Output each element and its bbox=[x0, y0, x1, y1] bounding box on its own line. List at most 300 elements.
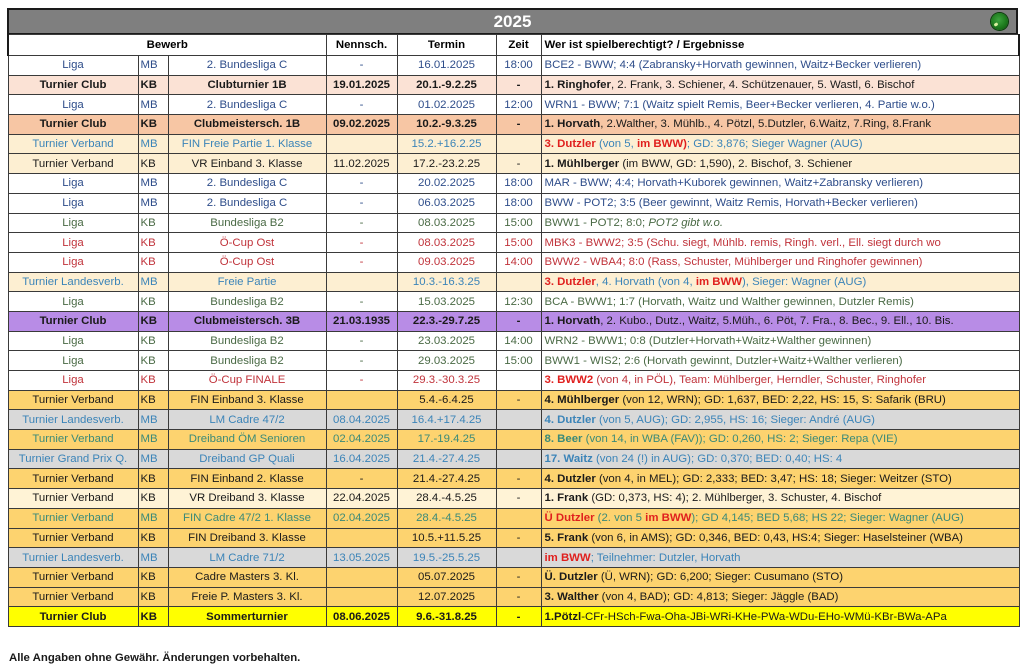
entry-deadline-cell: - bbox=[326, 95, 397, 115]
bewerb-cell: Liga bbox=[8, 56, 138, 76]
result-segment: MAR - BWW; 4:4; Horvath+Kuborek gewinnen, Waitz+Zabransky verlieren) bbox=[544, 177, 924, 190]
bewerb-cell: Turnier Grand Prix Q. bbox=[8, 449, 138, 469]
result-segment: (von 4, BAD); GD: 4,813; Sieger: Jäggle (BAD) bbox=[598, 590, 839, 603]
event-name-cell: VR Dreiband 3. Klasse bbox=[168, 489, 326, 509]
bewerb-cell: Turnier Club bbox=[8, 607, 138, 627]
result-cell bbox=[541, 469, 1019, 489]
result-segment: 1. Horvath bbox=[544, 315, 601, 328]
event-name-cell: FIN Freie Partie 1. Klasse bbox=[168, 134, 326, 154]
event-name-cell: Sommerturnier bbox=[168, 607, 326, 627]
event-name-cell: 2. Bundesliga C bbox=[168, 193, 326, 213]
result-cell bbox=[541, 528, 1019, 548]
year-title: 2025 bbox=[493, 12, 532, 31]
bewerb-cell: Liga bbox=[8, 331, 138, 351]
type-cell: MB bbox=[138, 134, 168, 154]
entry-deadline-cell: 08.06.2025 bbox=[326, 607, 397, 627]
type-cell: MB bbox=[138, 56, 168, 76]
date-cell: 05.07.2025 bbox=[397, 567, 496, 587]
result-cell bbox=[541, 154, 1019, 174]
date-cell: 12.07.2025 bbox=[397, 587, 496, 607]
table-row bbox=[8, 193, 1019, 213]
entry-deadline-cell: 08.04.2025 bbox=[326, 410, 397, 430]
bewerb-cell: Liga bbox=[8, 193, 138, 213]
time-cell: 15:00 bbox=[496, 233, 541, 253]
table-row bbox=[8, 449, 1019, 469]
event-name-cell: FIN Dreiband 3. Klasse bbox=[168, 528, 326, 548]
table-row bbox=[8, 607, 1019, 627]
entry-deadline-cell: 13.05.2025 bbox=[326, 548, 397, 568]
date-cell: 17.2.-23.2.25 bbox=[397, 154, 496, 174]
result-cell bbox=[541, 213, 1019, 233]
event-name-cell: Dreiband GP Quali bbox=[168, 449, 326, 469]
bewerb-cell: Liga bbox=[8, 252, 138, 272]
result-segment: MBK3 - BWW2; 3:5 (Schu. siegt, Mühlb. remis, Ringh. verl., Ell. siegt durch wo bbox=[544, 236, 941, 249]
time-cell: 14:00 bbox=[496, 331, 541, 351]
event-name-cell: Freie Partie bbox=[168, 272, 326, 292]
type-cell: KB bbox=[138, 292, 168, 312]
header-termin: Termin bbox=[397, 35, 496, 56]
date-cell: 08.03.2025 bbox=[397, 213, 496, 233]
time-cell bbox=[496, 430, 541, 450]
date-cell: 5.4.-6.4.25 bbox=[397, 390, 496, 410]
date-cell: 10.2.-9.3.25 bbox=[397, 115, 496, 135]
time-cell: - bbox=[496, 587, 541, 607]
entry-deadline-cell bbox=[326, 390, 397, 410]
date-cell: 29.03.2025 bbox=[397, 351, 496, 371]
entry-deadline-cell: - bbox=[326, 371, 397, 391]
result-cell bbox=[541, 193, 1019, 213]
time-cell: - bbox=[496, 115, 541, 135]
date-cell: 01.02.2025 bbox=[397, 95, 496, 115]
entry-deadline-cell: 22.04.2025 bbox=[326, 489, 397, 509]
result-segment: 5. Frank bbox=[544, 531, 589, 544]
result-cell bbox=[541, 233, 1019, 253]
date-cell: 21.4.-27.4.25 bbox=[397, 469, 496, 489]
date-cell: 10.3.-16.3.25 bbox=[397, 272, 496, 292]
entry-deadline-cell: 11.02.2025 bbox=[326, 154, 397, 174]
bewerb-cell: Turnier Verband bbox=[8, 430, 138, 450]
table-row bbox=[8, 489, 1019, 509]
result-segment: (von 5, bbox=[595, 138, 637, 151]
result-cell bbox=[541, 75, 1019, 95]
result-segment: BWW1 - WIS2; 2:6 (Horvath gewinnt, Dutzler+Waitz+Walther verlieren) bbox=[544, 354, 903, 367]
table-row bbox=[8, 311, 1019, 331]
event-name-cell: VR Einband 3. Klasse bbox=[168, 154, 326, 174]
result-cell bbox=[541, 567, 1019, 587]
type-cell: MB bbox=[138, 410, 168, 430]
date-cell: 9.6.-31.8.25 bbox=[397, 607, 496, 627]
result-segment: 3. BWW2 bbox=[544, 374, 594, 387]
time-cell: - bbox=[496, 528, 541, 548]
result-cell bbox=[541, 331, 1019, 351]
result-segment: im BWW) bbox=[636, 138, 687, 151]
table-row bbox=[8, 587, 1019, 607]
globe-icon[interactable] bbox=[991, 13, 1008, 30]
result-segment: Ü Dutzler bbox=[544, 512, 595, 525]
result-cell bbox=[541, 56, 1019, 76]
result-segment: (2. von 5 bbox=[594, 512, 646, 525]
type-cell: KB bbox=[138, 567, 168, 587]
date-cell: 06.03.2025 bbox=[397, 193, 496, 213]
entry-deadline-cell: 02.04.2025 bbox=[326, 430, 397, 450]
result-segment: BWW - POT2; 3:5 (Beer gewinnt, Waitz Remis, Horvath+Becker verlieren) bbox=[544, 197, 918, 210]
event-name-cell: Bundesliga B2 bbox=[168, 213, 326, 233]
time-cell bbox=[496, 371, 541, 391]
result-segment: (Ü, WRN); GD: 6,200; Sieger: Cusumano (STO) bbox=[597, 571, 844, 584]
bewerb-cell: Turnier Verband bbox=[8, 567, 138, 587]
date-cell: 16.01.2025 bbox=[397, 56, 496, 76]
date-cell: 19.5.-25.5.25 bbox=[397, 548, 496, 568]
header-zeit: Zeit bbox=[496, 35, 541, 56]
result-segment: (von 14, in WBA (FAV)); GD: 0,260, HS: 2; Sieger: Repa (VIE) bbox=[582, 433, 898, 446]
event-name-cell: 2. Bundesliga C bbox=[168, 174, 326, 194]
date-cell: 21.4.-27.4.25 bbox=[397, 449, 496, 469]
date-cell: 17.-19.4.25 bbox=[397, 430, 496, 450]
result-segment: 4. Mühlberger bbox=[544, 394, 620, 407]
header-row bbox=[8, 35, 1019, 56]
entry-deadline-cell: - bbox=[326, 292, 397, 312]
bewerb-cell: Turnier Club bbox=[8, 75, 138, 95]
table-row bbox=[8, 272, 1019, 292]
table-row bbox=[8, 390, 1019, 410]
result-segment: BCA - BWW1; 1:7 (Horvath, Waitz und Walther gewinnen, Dutzler Remis) bbox=[544, 295, 914, 308]
entry-deadline-cell: - bbox=[326, 213, 397, 233]
date-cell: 20.1.-9.2.25 bbox=[397, 75, 496, 95]
result-segment: , 2. Kubo., Dutz., Waitz, 5.Müh., 6. Pöt, 7. Fra., 8. Bec., 9. Ell., 10. Bis. bbox=[600, 315, 954, 328]
result-cell bbox=[541, 292, 1019, 312]
disclaimer-text: Alle Angaben ohne Gewähr. Änderungen vorbehalten. bbox=[9, 652, 301, 664]
date-cell: 20.02.2025 bbox=[397, 174, 496, 194]
result-cell bbox=[541, 311, 1019, 331]
event-name-cell: 2. Bundesliga C bbox=[168, 56, 326, 76]
table-row bbox=[8, 410, 1019, 430]
bewerb-cell: Turnier Verband bbox=[8, 489, 138, 509]
entry-deadline-cell: - bbox=[326, 193, 397, 213]
result-segment: (von 4, in PÖL), Team: Mühlberger, Herndler, Schuster, Ringhofer bbox=[593, 374, 927, 387]
result-segment: 3. Dutzler bbox=[544, 275, 596, 288]
result-cell bbox=[541, 272, 1019, 292]
result-cell bbox=[541, 174, 1019, 194]
result-segment: (von 5, AUG); GD: 2,955, HS: 16; Sieger: André (AUG) bbox=[595, 413, 875, 426]
type-cell: MB bbox=[138, 548, 168, 568]
time-cell: 12:00 bbox=[496, 95, 541, 115]
type-cell: KB bbox=[138, 331, 168, 351]
time-cell bbox=[496, 449, 541, 469]
result-segment: -CFr-HSch-Fwa-Oha-JBi-WRi-KHe-PWa-WDu-EHo-WMü-KBr-BWa-APa bbox=[581, 610, 947, 623]
date-cell: 28.4.-4.5.25 bbox=[397, 508, 496, 528]
time-cell bbox=[496, 548, 541, 568]
result-segment: , 2.Walther, 3. Mühlb., 4. Pötzl, 5.Dutzler, 6.Waitz, 7.Ring, 8.Frank bbox=[600, 118, 932, 131]
table-row bbox=[8, 292, 1019, 312]
result-segment: (von 12, WRN); GD: 1,637, BED: 2,22, HS: 15, S: Safarik (BRU) bbox=[619, 394, 946, 407]
result-segment: 4. Dutzler bbox=[544, 413, 596, 426]
result-segment: 1. Horvath bbox=[544, 118, 601, 131]
entry-deadline-cell: - bbox=[326, 174, 397, 194]
result-segment: Ü. Dutzler bbox=[544, 571, 598, 584]
event-name-cell: FIN Cadre 47/2 1. Klasse bbox=[168, 508, 326, 528]
time-cell: - bbox=[496, 311, 541, 331]
result-segment: (von 24 (!) in AUG); GD: 0,370; BED: 0,40; HS: 4 bbox=[592, 453, 843, 466]
table-row bbox=[8, 115, 1019, 135]
entry-deadline-cell: 16.04.2025 bbox=[326, 449, 397, 469]
type-cell: KB bbox=[138, 528, 168, 548]
type-cell: MB bbox=[138, 272, 168, 292]
entry-deadline-cell: 09.02.2025 bbox=[326, 115, 397, 135]
type-cell: KB bbox=[138, 489, 168, 509]
table-row bbox=[8, 528, 1019, 548]
bewerb-cell: Turnier Verband bbox=[8, 390, 138, 410]
time-cell: - bbox=[496, 154, 541, 174]
bewerb-cell: Turnier Club bbox=[8, 115, 138, 135]
type-cell: MB bbox=[138, 449, 168, 469]
result-segment: POT2 gibt w.o. bbox=[648, 216, 724, 229]
result-cell bbox=[541, 252, 1019, 272]
result-cell bbox=[541, 508, 1019, 528]
result-segment: 17. Waitz bbox=[544, 453, 593, 466]
type-cell: KB bbox=[138, 213, 168, 233]
bewerb-cell: Liga bbox=[8, 371, 138, 391]
result-segment: 1. Ringhofer bbox=[544, 79, 611, 92]
result-segment: 1.Pötzl bbox=[544, 610, 582, 623]
bewerb-cell: Liga bbox=[8, 213, 138, 233]
event-name-cell: Ö-Cup Ost bbox=[168, 252, 326, 272]
header-ergebnisse: Wer ist spielberechtigt? / Ergebnisse bbox=[541, 35, 1019, 56]
type-cell: MB bbox=[138, 95, 168, 115]
table-row bbox=[8, 371, 1019, 391]
event-name-cell: Cadre Masters 3. Kl. bbox=[168, 567, 326, 587]
date-cell: 16.4.+17.4.25 bbox=[397, 410, 496, 430]
result-cell bbox=[541, 371, 1019, 391]
bewerb-cell: Turnier Verband bbox=[8, 587, 138, 607]
time-cell: 15:00 bbox=[496, 213, 541, 233]
result-cell bbox=[541, 95, 1019, 115]
bewerb-cell: Turnier Verband bbox=[8, 154, 138, 174]
time-cell bbox=[496, 508, 541, 528]
result-cell bbox=[541, 115, 1019, 135]
date-cell: 28.4.-4.5.25 bbox=[397, 489, 496, 509]
entry-deadline-cell: 02.04.2025 bbox=[326, 508, 397, 528]
time-cell: 12:30 bbox=[496, 292, 541, 312]
type-cell: KB bbox=[138, 587, 168, 607]
event-name-cell: Clubmeistersch. 3B bbox=[168, 311, 326, 331]
result-segment: (GD: 0,373, HS: 4); 2. Mühlberger, 3. Schuster, 4. Bischof bbox=[588, 492, 882, 505]
schedule-sheet bbox=[7, 8, 1018, 627]
entry-deadline-cell: - bbox=[326, 331, 397, 351]
table-row bbox=[8, 548, 1019, 568]
type-cell: KB bbox=[138, 233, 168, 253]
bewerb-cell: Turnier Verband bbox=[8, 508, 138, 528]
bewerb-cell: Liga bbox=[8, 233, 138, 253]
result-segment: 3. Walther bbox=[544, 590, 599, 603]
table-row bbox=[8, 351, 1019, 371]
time-cell: 18:00 bbox=[496, 174, 541, 194]
time-cell: 18:00 bbox=[496, 193, 541, 213]
date-cell: 15.03.2025 bbox=[397, 292, 496, 312]
table-row bbox=[8, 95, 1019, 115]
bewerb-cell: Turnier Verband bbox=[8, 134, 138, 154]
event-name-cell: Bundesliga B2 bbox=[168, 351, 326, 371]
entry-deadline-cell: - bbox=[326, 469, 397, 489]
date-cell: 15.2.+16.2.25 bbox=[397, 134, 496, 154]
type-cell: KB bbox=[138, 154, 168, 174]
type-cell: KB bbox=[138, 371, 168, 391]
bewerb-cell: Liga bbox=[8, 174, 138, 194]
result-cell bbox=[541, 607, 1019, 627]
bewerb-cell: Turnier Verband bbox=[8, 528, 138, 548]
event-name-cell: Dreiband ÖM Senioren bbox=[168, 430, 326, 450]
type-cell: KB bbox=[138, 390, 168, 410]
result-cell bbox=[541, 430, 1019, 450]
table-row bbox=[8, 134, 1019, 154]
event-name-cell: Bundesliga B2 bbox=[168, 292, 326, 312]
schedule-table bbox=[7, 34, 1020, 627]
table-row bbox=[8, 233, 1019, 253]
entry-deadline-cell: 19.01.2025 bbox=[326, 75, 397, 95]
table-row bbox=[8, 331, 1019, 351]
result-segment: , 4. Horvath (von 4, bbox=[595, 275, 696, 288]
bewerb-cell: Turnier Club bbox=[8, 311, 138, 331]
result-segment: 4. Dutzler bbox=[544, 472, 596, 485]
table-row bbox=[8, 469, 1019, 489]
bewerb-cell: Turnier Landesverb. bbox=[8, 272, 138, 292]
result-cell bbox=[541, 134, 1019, 154]
bewerb-cell: Liga bbox=[8, 292, 138, 312]
result-segment: ; Teilnehmer: Dutzler, Horvath bbox=[590, 551, 741, 564]
time-cell: 14:00 bbox=[496, 252, 541, 272]
date-cell: 09.03.2025 bbox=[397, 252, 496, 272]
entry-deadline-cell: 21.03.1935 bbox=[326, 311, 397, 331]
time-cell: - bbox=[496, 469, 541, 489]
table-row bbox=[8, 154, 1019, 174]
entry-deadline-cell bbox=[326, 567, 397, 587]
entry-deadline-cell: - bbox=[326, 233, 397, 253]
entry-deadline-cell: - bbox=[326, 56, 397, 76]
type-cell: MB bbox=[138, 193, 168, 213]
time-cell: - bbox=[496, 607, 541, 627]
event-name-cell: Clubturnier 1B bbox=[168, 75, 326, 95]
result-segment: ); GD 4,145; BED 5,68; HS 22; Sieger: Wagner (AUG) bbox=[691, 512, 964, 525]
result-segment: 8. Beer bbox=[544, 433, 583, 446]
result-cell bbox=[541, 489, 1019, 509]
result-cell bbox=[541, 449, 1019, 469]
result-segment: ), Sieger: Wagner (AUG) bbox=[742, 275, 867, 288]
result-segment: BWW2 - WBA4; 8:0 (Rass, Schuster, Mühlberger und Ringhofer gewinnen) bbox=[544, 256, 923, 269]
table-row bbox=[8, 174, 1019, 194]
entry-deadline-cell bbox=[326, 587, 397, 607]
result-segment: WRN1 - BWW; 7:1 (Waitz spielt Remis, Beer+Becker verlieren, 4. Partie w.o.) bbox=[544, 98, 935, 111]
type-cell: KB bbox=[138, 252, 168, 272]
time-cell: - bbox=[496, 75, 541, 95]
result-segment: im BWW bbox=[645, 512, 692, 525]
result-segment: (von 6, in AMS); GD: 0,346, BED: 0,43, HS:4; Sieger: Haselsteiner (WBA) bbox=[588, 531, 963, 544]
result-segment: BCE2 - BWW; 4:4 (Zabransky+Horvath gewinnen, Waitz+Becker verlieren) bbox=[544, 59, 922, 72]
date-cell: 10.5.+11.5.25 bbox=[397, 528, 496, 548]
header-bewerb: Bewerb bbox=[8, 35, 326, 56]
event-name-cell: Bundesliga B2 bbox=[168, 331, 326, 351]
type-cell: KB bbox=[138, 311, 168, 331]
event-name-cell: LM Cadre 71/2 bbox=[168, 548, 326, 568]
type-cell: MB bbox=[138, 174, 168, 194]
result-segment: (von 4, in MEL); GD: 2,333; BED: 3,47; HS: 18; Sieger: Weitzer (STO) bbox=[595, 472, 952, 485]
bewerb-cell: Liga bbox=[8, 95, 138, 115]
type-cell: KB bbox=[138, 115, 168, 135]
result-segment: (im BWW, GD: 1,590), 2. Bischof, 3. Schiener bbox=[619, 157, 853, 170]
entry-deadline-cell: - bbox=[326, 351, 397, 371]
time-cell bbox=[496, 410, 541, 430]
result-cell bbox=[541, 410, 1019, 430]
time-cell: 18:00 bbox=[496, 56, 541, 76]
entry-deadline-cell bbox=[326, 272, 397, 292]
schedule-body bbox=[8, 56, 1019, 627]
time-cell: 15:00 bbox=[496, 351, 541, 371]
event-name-cell: LM Cadre 47/2 bbox=[168, 410, 326, 430]
type-cell: KB bbox=[138, 469, 168, 489]
time-cell bbox=[496, 272, 541, 292]
bewerb-cell: Turnier Verband bbox=[8, 469, 138, 489]
event-name-cell: Ö-Cup Ost bbox=[168, 233, 326, 253]
type-cell: KB bbox=[138, 607, 168, 627]
event-name-cell: Ö-Cup FINALE bbox=[168, 371, 326, 391]
event-name-cell: Clubmeistersch. 1B bbox=[168, 115, 326, 135]
event-name-cell: 2. Bundesliga C bbox=[168, 95, 326, 115]
table-row bbox=[8, 75, 1019, 95]
date-cell: 22.3.-29.7.25 bbox=[397, 311, 496, 331]
bewerb-cell: Turnier Landesverb. bbox=[8, 410, 138, 430]
time-cell: - bbox=[496, 489, 541, 509]
event-name-cell: FIN Einband 3. Klasse bbox=[168, 390, 326, 410]
result-cell bbox=[541, 587, 1019, 607]
result-cell bbox=[541, 548, 1019, 568]
entry-deadline-cell bbox=[326, 134, 397, 154]
result-segment: im BWW bbox=[695, 275, 742, 288]
result-cell bbox=[541, 390, 1019, 410]
result-segment: 1. Mühlberger bbox=[544, 157, 620, 170]
type-cell: MB bbox=[138, 508, 168, 528]
result-segment: , 2. Frank, 3. Schiener, 4. Schützenauer, 5. Wastl, 6. Bischof bbox=[610, 79, 915, 92]
result-segment: im BWW bbox=[544, 551, 591, 564]
table-row bbox=[8, 213, 1019, 233]
event-name-cell: Freie P. Masters 3. Kl. bbox=[168, 587, 326, 607]
entry-deadline-cell bbox=[326, 528, 397, 548]
table-row bbox=[8, 252, 1019, 272]
bewerb-cell: Turnier Landesverb. bbox=[8, 548, 138, 568]
date-cell: 23.03.2025 bbox=[397, 331, 496, 351]
type-cell: MB bbox=[138, 430, 168, 450]
event-name-cell: FIN Einband 2. Klasse bbox=[168, 469, 326, 489]
result-segment: 3. Dutzler bbox=[544, 138, 596, 151]
result-segment: BWW1 - POT2; 8:0; bbox=[544, 216, 649, 229]
time-cell bbox=[496, 134, 541, 154]
table-row bbox=[8, 430, 1019, 450]
type-cell: KB bbox=[138, 351, 168, 371]
time-cell: - bbox=[496, 390, 541, 410]
date-cell: 29.3.-30.3.25 bbox=[397, 371, 496, 391]
result-cell bbox=[541, 351, 1019, 371]
header-nennsch: Nennsch. bbox=[326, 35, 397, 56]
bewerb-cell: Liga bbox=[8, 351, 138, 371]
table-row bbox=[8, 56, 1019, 76]
result-segment: 1. Frank bbox=[544, 492, 589, 505]
entry-deadline-cell: - bbox=[326, 252, 397, 272]
time-cell: - bbox=[496, 567, 541, 587]
title-bar bbox=[7, 8, 1018, 34]
table-row bbox=[8, 508, 1019, 528]
date-cell: 08.03.2025 bbox=[397, 233, 496, 253]
table-row bbox=[8, 567, 1019, 587]
result-segment: WRN2 - BWW1; 0:8 (Dutzler+Horvath+Waitz+Walther gewinnen) bbox=[544, 334, 872, 347]
result-segment: ; GD: 3,876; Sieger Wagner (AUG) bbox=[686, 138, 863, 151]
type-cell: KB bbox=[138, 75, 168, 95]
